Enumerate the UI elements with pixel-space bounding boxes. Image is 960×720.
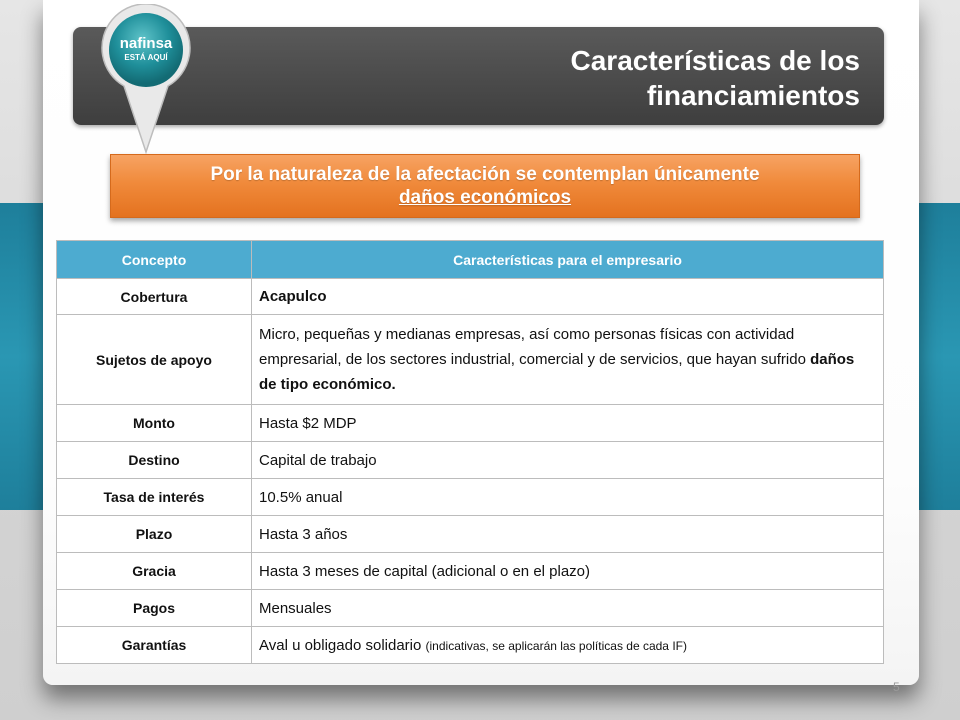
title-bar [73, 27, 884, 125]
logo-text-1: nafinsa [119, 35, 173, 52]
table-row [57, 627, 884, 664]
row-value: Hasta 3 años [252, 516, 884, 553]
row-value: Acapulco [252, 279, 884, 315]
row-value-text: Aval u obligado solidario [259, 636, 422, 654]
title-line-2: financiamientos [646, 80, 860, 111]
header-concept: Concepto [57, 241, 252, 279]
table-row [57, 315, 884, 405]
row-value-bold: daños de tipo económico. [259, 351, 855, 393]
logo-text-2: ESTÁ AQUÍ [124, 53, 168, 62]
banner-line-2: daños económicos [398, 187, 572, 208]
row-value-note: (indicativas, se aplicarán las políticas de cada IF) [425, 638, 687, 653]
table-row [57, 516, 884, 553]
table-row [57, 405, 884, 442]
table-row [57, 553, 884, 590]
table-row [57, 442, 884, 479]
table-row [57, 279, 884, 315]
row-value: Hasta $2 MDP [252, 405, 884, 442]
row-key: Destino [57, 442, 252, 479]
nafinsa-logo [98, 4, 194, 154]
table-row [57, 590, 884, 627]
row-key: Plazo [57, 516, 252, 553]
row-value-text: Micro, pequeñas y medianas empresas, así como personas físicas con actividad empresarial, de los sectores industrial, comercial y de servicios, que hayan sufrido [259, 326, 806, 368]
row-key: Cobertura [57, 279, 252, 315]
header-characteristics: Características para el empresario [252, 241, 884, 279]
row-key: Sujetos de apoyo [57, 315, 252, 405]
row-key: Gracia [57, 553, 252, 590]
row-key: Tasa de interés [57, 479, 252, 516]
row-value [252, 315, 884, 405]
info-banner [110, 154, 860, 218]
page-title [300, 43, 860, 113]
right-accent-band [916, 203, 960, 510]
characteristics-table [56, 240, 884, 664]
page-number: 5 [893, 680, 900, 694]
banner-line-1: Por la naturaleza de la afectación se contemplan únicamente [210, 164, 760, 185]
table-row [57, 479, 884, 516]
row-key: Monto [57, 405, 252, 442]
title-line-1: Características de los [570, 45, 860, 76]
table-header-row [57, 241, 884, 279]
row-value [252, 627, 884, 664]
row-value: 10.5% anual [252, 479, 884, 516]
row-value: Mensuales [252, 590, 884, 627]
row-key: Garantías [57, 627, 252, 664]
row-key: Pagos [57, 590, 252, 627]
row-value: Capital de trabajo [252, 442, 884, 479]
row-value: Hasta 3 meses de capital (adicional o en el plazo) [252, 553, 884, 590]
